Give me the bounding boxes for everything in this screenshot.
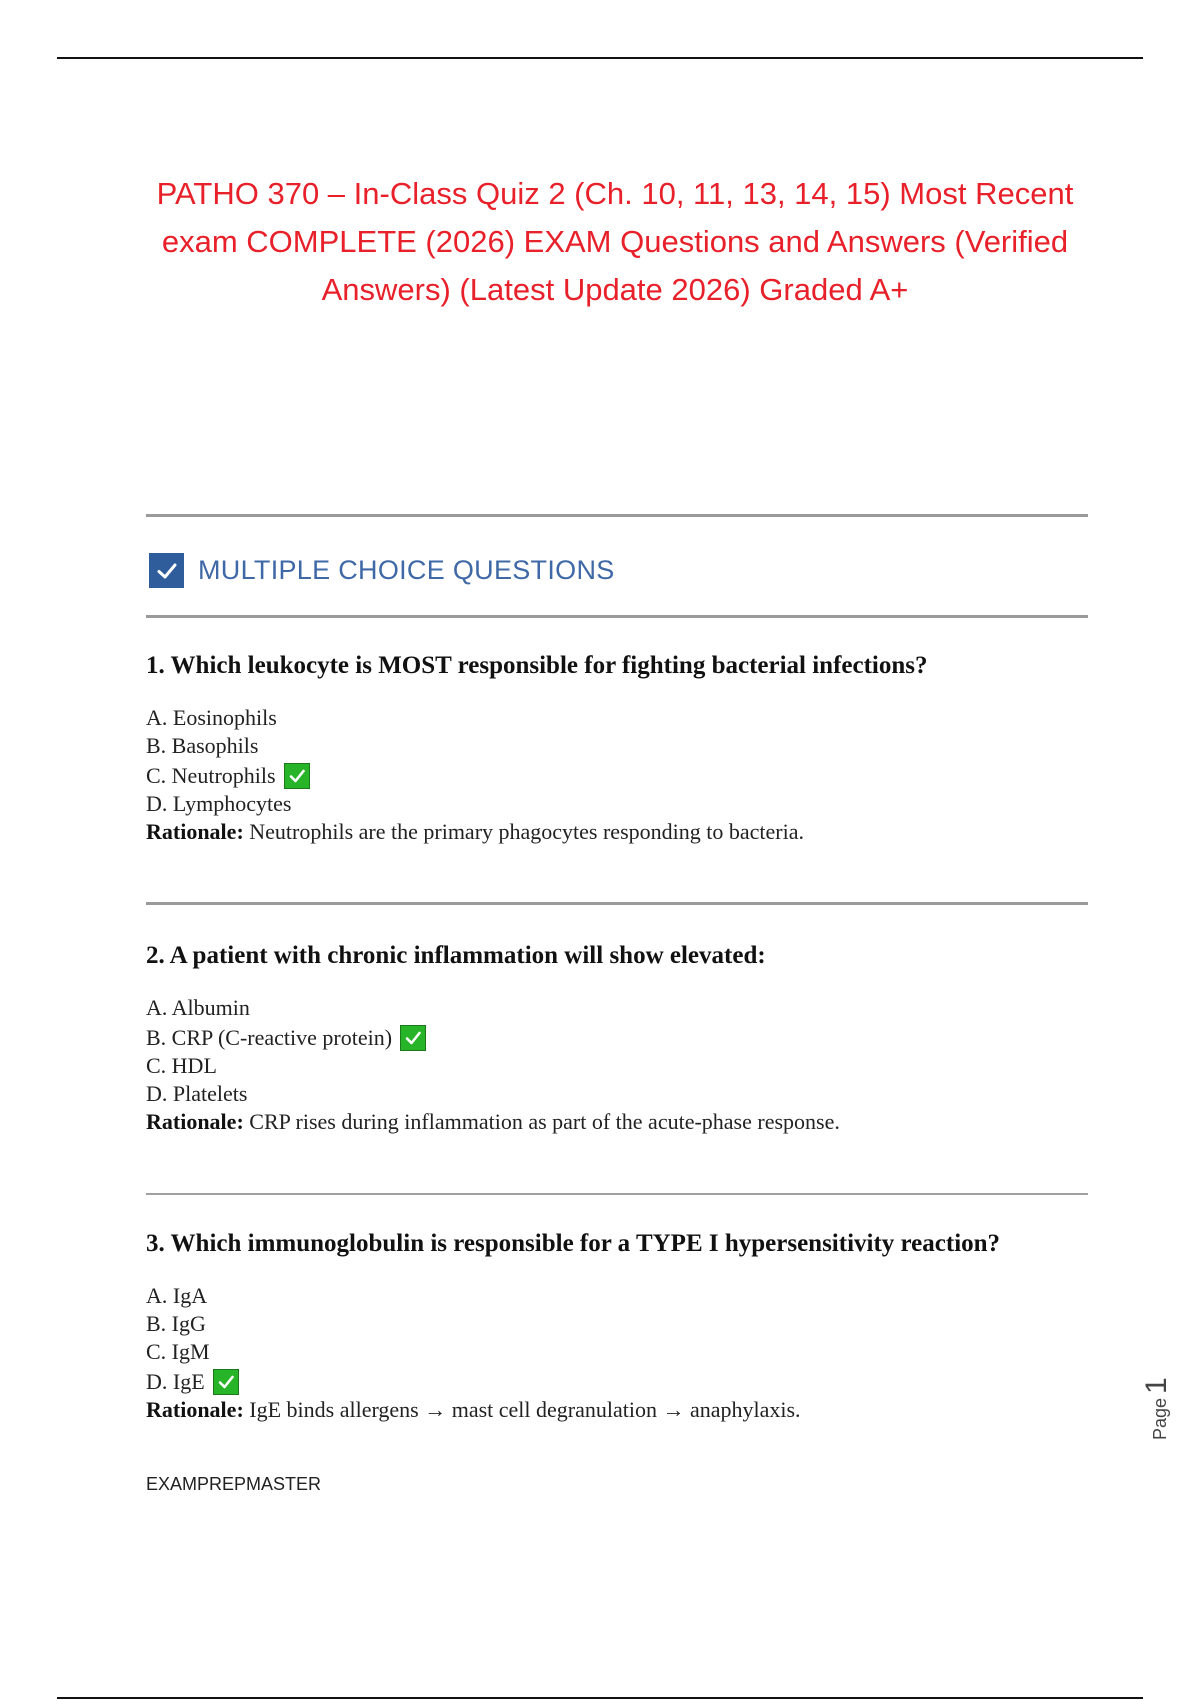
page-top-rule: [57, 57, 1143, 59]
rationale-text: IgE binds allergens → mast cell degranulation → anaphylaxis.: [243, 1397, 801, 1422]
option-a: [146, 1282, 1106, 1310]
rationale-label: Rationale:: [146, 819, 244, 844]
option-label: D. Lymphocytes: [146, 791, 292, 816]
option-d: [146, 790, 1106, 818]
option-d: [146, 1080, 1106, 1108]
option-b: [146, 1024, 1106, 1052]
green-check-icon: [400, 1025, 426, 1051]
document-title: PATHO 370 – In-Class Quiz 2 (Ch. 10, 11, 13, 14, 15) Most Recent exam COMPLETE (2026) EXAM Questions and Answers (Verified Answers) (Latest Update 2026) Graded A+: [156, 176, 1074, 307]
rationale-label: Rationale:: [146, 1397, 244, 1422]
option-label: C. Neutrophils: [146, 763, 276, 788]
option-c: [146, 1338, 1106, 1366]
footer-brand: EXAMPREPMASTER: [146, 1474, 322, 1494]
question-text: 2. A patient with chronic inflammation will show elevated:: [146, 942, 766, 969]
question-divider: [146, 1193, 1088, 1195]
option-label: B. CRP (C-reactive protein): [146, 1025, 393, 1050]
option-a: [146, 994, 1106, 1022]
option-c: [146, 762, 1106, 790]
option-label: B. IgG: [146, 1311, 206, 1336]
option-b: [146, 732, 1106, 760]
option-label: A. Albumin: [146, 995, 250, 1020]
question-divider: [146, 902, 1088, 905]
option-a: [146, 704, 1106, 732]
option-label: B. Basophils: [146, 733, 259, 758]
section-heading: [149, 553, 615, 588]
question-1: [146, 652, 1106, 846]
page-bottom-rule: [57, 1697, 1143, 1699]
rationale: [146, 1396, 1106, 1424]
option-label: D. Platelets: [146, 1081, 248, 1106]
question-text: 3. Which immunoglobulin is responsible for a TYPE I hypersensitivity reaction?: [146, 1230, 1001, 1257]
section-divider-bottom: [146, 615, 1088, 618]
section-title: MULTIPLE CHOICE QUESTIONS: [198, 555, 615, 585]
option-b: [146, 1310, 1106, 1338]
page-number: 1: [1140, 1377, 1173, 1394]
section-divider-top: [146, 514, 1088, 517]
option-label: D. IgE: [146, 1369, 205, 1394]
question-3: [146, 1230, 1106, 1424]
rationale: [146, 1108, 1106, 1136]
checkbox-checked-icon: [149, 553, 184, 588]
green-check-icon: [213, 1369, 239, 1395]
option-label: A. Eosinophils: [146, 705, 277, 730]
option-label: C. HDL: [146, 1053, 217, 1078]
option-c: [146, 1052, 1106, 1080]
question-text: 1. Which leukocyte is MOST responsible for fighting bacterial infections?: [146, 652, 928, 679]
question-2: [146, 942, 1106, 1136]
rationale-label: Rationale:: [146, 1109, 244, 1134]
option-label: A. IgA: [146, 1283, 208, 1308]
option-d: [146, 1368, 1106, 1396]
green-check-icon: [284, 763, 310, 789]
rationale: [146, 818, 1106, 846]
page-word: Page: [1150, 1397, 1170, 1440]
rationale-text: CRP rises during inflammation as part of the acute-phase response.: [243, 1109, 840, 1134]
rationale-text: Neutrophils are the primary phagocytes responding to bacteria.: [243, 819, 804, 844]
page-number-label: [1140, 1377, 1174, 1440]
option-label: C. IgM: [146, 1339, 210, 1364]
